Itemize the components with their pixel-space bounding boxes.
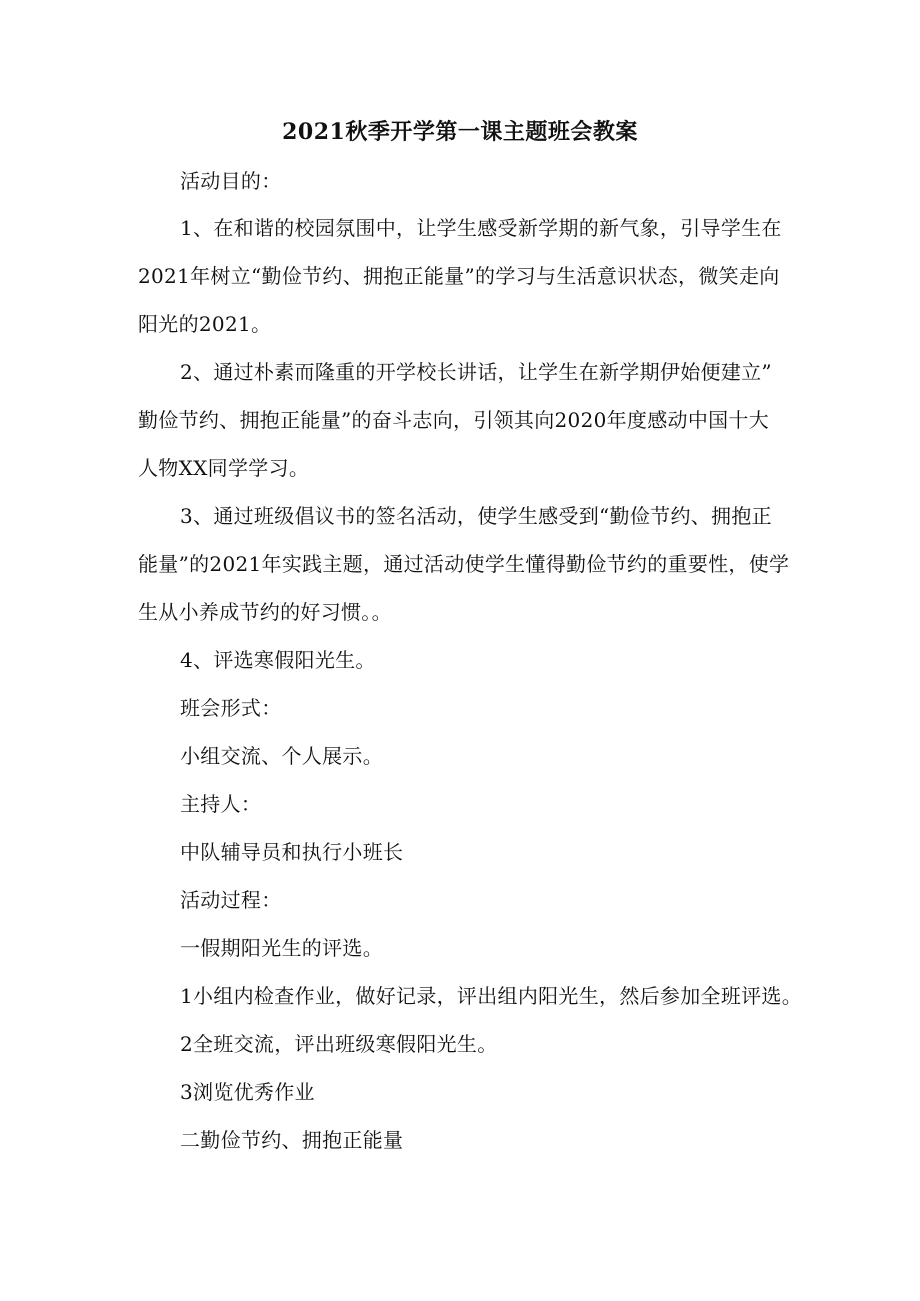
paragraph-line: 阳光的2021。: [138, 312, 272, 336]
paragraph-line: 勤俭节约、拥抱正能量”的奋斗志向，引领其向2020年度感动中国十大: [138, 408, 770, 432]
paragraph-line: 1小组内检查作业，做好记录，评出组内阳光生，然后参加全班评选。: [180, 984, 803, 1008]
section-heading-process: 活动过程：: [180, 888, 282, 912]
paragraph-line: 2、通过朴素而隆重的开学校长讲话，让学生在新学期伊始便建立”: [180, 360, 772, 384]
paragraph-line: 二勤俭节约、拥抱正能量: [180, 1128, 404, 1152]
paragraph-line: 一假期阳光生的评选。: [180, 936, 383, 960]
paragraph-line: 2021年树立“勤俭节约、拥抱正能量”的学习与生活意识状态，微笑走向: [138, 264, 780, 288]
paragraph-line: 小组交流、个人展示。: [180, 744, 383, 768]
paragraph-line: 2全班交流，评出班级寒假阳光生。: [180, 1032, 498, 1056]
paragraph-line: 中队辅导员和执行小班长: [180, 840, 404, 864]
paragraph-line: 1、在和谐的校园氛围中，让学生感受新学期的新气象，引导学生在: [180, 216, 782, 240]
paragraph-line: 4、评选寒假阳光生。: [180, 648, 376, 672]
paragraph-line: 人物XX同学学习。: [138, 456, 310, 480]
section-heading-purpose: 活动目的：: [180, 169, 282, 193]
document-title: 2021秋季开学第一课主题班会教案: [282, 119, 638, 145]
paragraph-line: 3、通过班级倡议书的签名活动，使学生感受到“勤俭节约、拥抱正: [180, 504, 772, 528]
section-heading-format: 班会形式：: [180, 696, 282, 720]
paragraph-line: 生从小养成节约的好习惯。。: [138, 600, 392, 624]
section-heading-host: 主持人：: [180, 792, 262, 816]
paragraph-line: 3浏览优秀作业: [180, 1080, 315, 1104]
paragraph-line: 能量”的2021年实践主题，通过活动使学生懂得勤俭节约的重要性，使学: [138, 552, 790, 576]
